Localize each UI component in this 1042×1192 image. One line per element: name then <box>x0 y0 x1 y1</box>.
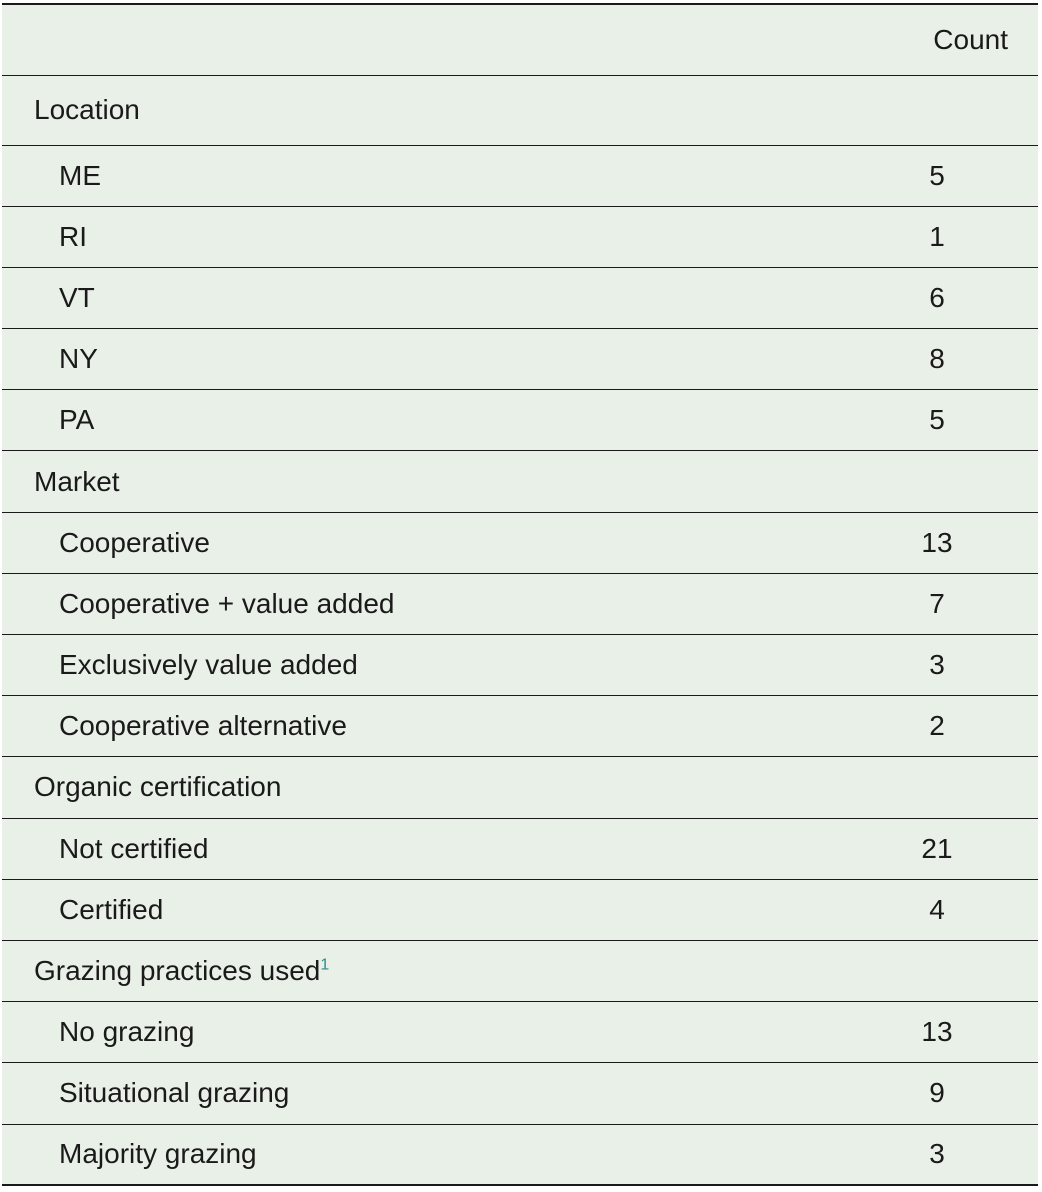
group-row <box>2 75 1038 145</box>
row-count-cell <box>707 145 1038 206</box>
row-count: 13 <box>921 1016 953 1048</box>
row-label: RI <box>59 220 87 252</box>
row-label: Not certified <box>59 832 209 864</box>
row-label: NY <box>59 343 98 375</box>
table-body <box>2 75 1038 1185</box>
table-row <box>2 329 1038 390</box>
row-count-cell <box>707 573 1038 634</box>
group-label-cell <box>2 757 707 818</box>
header-row <box>2 4 1038 75</box>
group-row <box>2 757 1038 818</box>
row-count: 5 <box>929 159 945 191</box>
table-row <box>2 573 1038 634</box>
row-count-cell <box>707 696 1038 757</box>
group-row <box>2 451 1038 512</box>
table-row <box>2 1002 1038 1063</box>
row-count: 6 <box>929 281 945 313</box>
row-label: Exclusively value added <box>59 649 358 681</box>
row-label: Cooperative <box>59 526 210 558</box>
row-label: Cooperative + value added <box>59 587 395 619</box>
row-count: 4 <box>929 893 945 925</box>
row-count-cell <box>707 879 1038 940</box>
table-row <box>2 635 1038 696</box>
group-count-cell <box>707 75 1038 145</box>
row-label: Certified <box>59 893 164 925</box>
group-label: Market <box>34 465 120 497</box>
group-label: Location <box>34 94 140 125</box>
row-count-cell <box>707 818 1038 879</box>
table-row <box>2 206 1038 267</box>
row-count-cell <box>707 635 1038 696</box>
row-count: 9 <box>929 1077 945 1109</box>
row-count: 2 <box>929 710 945 742</box>
group-label: Organic certification <box>34 771 282 803</box>
group-label-cell <box>2 940 707 1001</box>
row-count: 8 <box>929 343 945 375</box>
row-label: VT <box>59 281 95 313</box>
row-label: No grazing <box>59 1016 195 1048</box>
row-label: ME <box>59 159 101 191</box>
row-label: Majority grazing <box>59 1138 257 1170</box>
group-count-cell <box>707 757 1038 818</box>
row-count-cell <box>707 1124 1038 1185</box>
footnote-marker[interactable]: 1 <box>320 956 330 974</box>
row-count: 3 <box>929 1138 945 1170</box>
table-row <box>2 1124 1038 1185</box>
table-row <box>2 145 1038 206</box>
data-table-container <box>2 3 1038 1186</box>
row-count: 3 <box>929 649 945 681</box>
table-row <box>2 696 1038 757</box>
group-row <box>2 940 1038 1001</box>
header-label <box>2 4 707 75</box>
row-count-cell <box>707 1063 1038 1124</box>
row-count-cell <box>707 1002 1038 1063</box>
header-count: Count <box>707 4 1038 75</box>
group-label-cell <box>2 451 707 512</box>
row-count: 21 <box>921 832 953 864</box>
row-count-cell <box>707 206 1038 267</box>
row-count: 5 <box>929 404 945 436</box>
group-label-cell <box>2 75 707 145</box>
table-row <box>2 267 1038 328</box>
table-row <box>2 818 1038 879</box>
table-row <box>2 1063 1038 1124</box>
row-label: Cooperative alternative <box>59 710 347 742</box>
table-row <box>2 390 1038 451</box>
table-row <box>2 879 1038 940</box>
row-count: 7 <box>929 587 945 619</box>
group-count-cell <box>707 940 1038 1001</box>
row-label: PA <box>59 404 95 436</box>
row-label: Situational grazing <box>59 1077 290 1109</box>
row-count-cell <box>707 512 1038 573</box>
table-header <box>2 4 1038 75</box>
row-count: 1 <box>929 220 945 252</box>
row-count-cell <box>707 390 1038 451</box>
row-count-cell <box>707 329 1038 390</box>
group-label: Grazing practices used <box>34 955 321 987</box>
row-count: 13 <box>921 526 953 558</box>
table-row <box>2 512 1038 573</box>
group-count-cell <box>707 451 1038 512</box>
row-count-cell <box>707 267 1038 328</box>
summary-table <box>2 3 1038 1186</box>
